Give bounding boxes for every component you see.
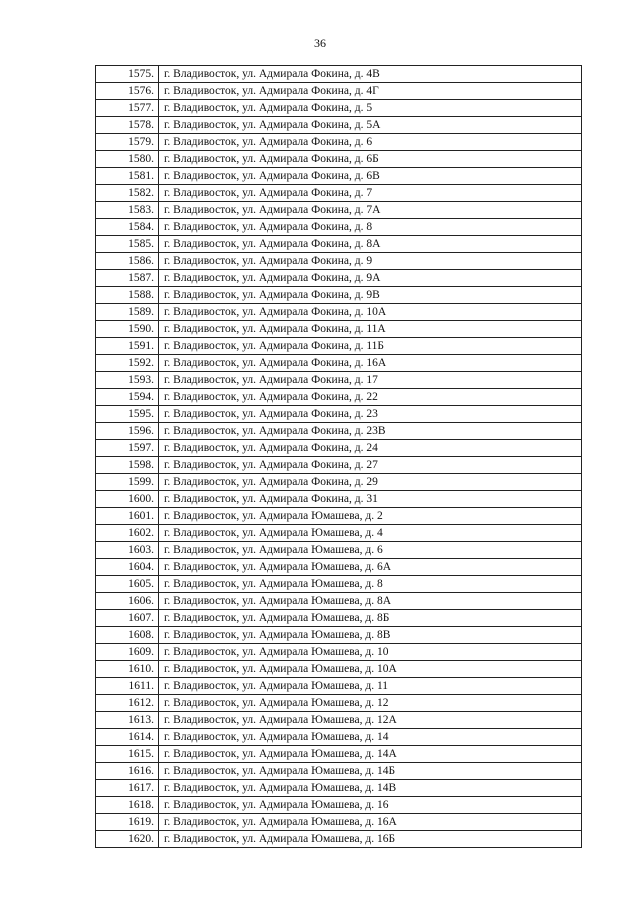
row-number-cell: 1605. [96,576,159,593]
table-row [96,831,582,848]
row-number-cell: 1582. [96,185,159,202]
address-cell: г. Владивосток, ул. Адмирала Юмашева, д. 6 [159,542,582,559]
address-cell: г. Владивосток, ул. Адмирала Фокина, д. 10А [159,304,582,321]
row-number-cell: 1607. [96,610,159,627]
row-number-cell: 1613. [96,712,159,729]
address-cell: г. Владивосток, ул. Адмирала Юмашева, д. 16 [159,797,582,814]
row-number-cell: 1583. [96,202,159,219]
table-row [96,576,582,593]
address-cell: г. Владивосток, ул. Адмирала Юмашева, д. 4 [159,525,582,542]
row-number-cell: 1604. [96,559,159,576]
row-number-cell: 1601. [96,508,159,525]
row-number-cell: 1575. [96,66,159,83]
address-cell: г. Владивосток, ул. Адмирала Юмашева, д. 8 [159,576,582,593]
table-row [96,236,582,253]
row-number-cell: 1587. [96,270,159,287]
table-row [96,627,582,644]
table-row [96,559,582,576]
address-cell: г. Владивосток, ул. Адмирала Фокина, д. 23 [159,406,582,423]
row-number-cell: 1619. [96,814,159,831]
row-number-cell: 1592. [96,355,159,372]
row-number-cell: 1609. [96,644,159,661]
row-number-cell: 1595. [96,406,159,423]
address-cell: г. Владивосток, ул. Адмирала Фокина, д. 7 [159,185,582,202]
row-number-cell: 1608. [96,627,159,644]
row-number-cell: 1591. [96,338,159,355]
address-cell: г. Владивосток, ул. Адмирала Фокина, д. 9В [159,287,582,304]
table-row [96,338,582,355]
row-number-cell: 1612. [96,695,159,712]
table-row [96,746,582,763]
page-number: 36 [314,36,326,50]
address-cell: г. Владивосток, ул. Адмирала Фокина, д. 11А [159,321,582,338]
table-row [96,457,582,474]
address-cell: г. Владивосток, ул. Адмирала Юмашева, д. 14 [159,729,582,746]
table-row [96,763,582,780]
address-cell: г. Владивосток, ул. Адмирала Фокина, д. 8А [159,236,582,253]
address-cell: г. Владивосток, ул. Адмирала Фокина, д. 29 [159,474,582,491]
row-number-cell: 1598. [96,457,159,474]
row-number-cell: 1586. [96,253,159,270]
address-cell: г. Владивосток, ул. Адмирала Фокина, д. 17 [159,372,582,389]
row-number-cell: 1581. [96,168,159,185]
table-row [96,661,582,678]
address-cell: г. Владивосток, ул. Адмирала Фокина, д. 22 [159,389,582,406]
row-number-cell: 1616. [96,763,159,780]
row-number-cell: 1596. [96,423,159,440]
address-cell: г. Владивосток, ул. Адмирала Юмашева, д. 12А [159,712,582,729]
row-number-cell: 1577. [96,100,159,117]
row-number-cell: 1588. [96,287,159,304]
table-row [96,814,582,831]
row-number-cell: 1603. [96,542,159,559]
row-number-cell: 1594. [96,389,159,406]
row-number-cell: 1597. [96,440,159,457]
address-cell: г. Владивосток, ул. Адмирала Юмашева, д. 11 [159,678,582,695]
table-row [96,372,582,389]
address-cell: г. Владивосток, ул. Адмирала Фокина, д. 6Б [159,151,582,168]
row-number-cell: 1576. [96,83,159,100]
address-cell: г. Владивосток, ул. Адмирала Юмашева, д. 6А [159,559,582,576]
address-cell: г. Владивосток, ул. Адмирала Юмашева, д. 10А [159,661,582,678]
table-row [96,270,582,287]
row-number-cell: 1599. [96,474,159,491]
table-row [96,644,582,661]
table-row [96,185,582,202]
address-cell: г. Владивосток, ул. Адмирала Юмашева, д. 8Б [159,610,582,627]
row-number-cell: 1611. [96,678,159,695]
table-row [96,525,582,542]
table-row [96,780,582,797]
row-number-cell: 1617. [96,780,159,797]
table-row [96,440,582,457]
row-number-cell: 1615. [96,746,159,763]
table-row [96,287,582,304]
table-row [96,695,582,712]
address-cell: г. Владивосток, ул. Адмирала Юмашева, д. 14Б [159,763,582,780]
row-number-cell: 1606. [96,593,159,610]
table-row [96,474,582,491]
table-row [96,66,582,83]
address-cell: г. Владивосток, ул. Адмирала Фокина, д. 16А [159,355,582,372]
table-row [96,678,582,695]
address-cell: г. Владивосток, ул. Адмирала Юмашева, д. 16Б [159,831,582,848]
row-number-cell: 1580. [96,151,159,168]
table-row [96,491,582,508]
table-row [96,406,582,423]
table-row [96,542,582,559]
table-row [96,83,582,100]
row-number-cell: 1584. [96,219,159,236]
row-number-cell: 1620. [96,831,159,848]
address-cell: г. Владивосток, ул. Адмирала Юмашева, д. 8А [159,593,582,610]
address-cell: г. Владивосток, ул. Адмирала Юмашева, д. 14В [159,780,582,797]
address-cell: г. Владивосток, ул. Адмирала Фокина, д. 6 [159,134,582,151]
table-row [96,100,582,117]
table-row [96,797,582,814]
address-cell: г. Владивосток, ул. Адмирала Фокина, д. 4Г [159,83,582,100]
table-row [96,389,582,406]
address-cell: г. Владивосток, ул. Адмирала Фокина, д. 11Б [159,338,582,355]
table-row [96,168,582,185]
address-cell: г. Владивосток, ул. Адмирала Фокина, д. 23В [159,423,582,440]
table-row [96,202,582,219]
address-cell: г. Владивосток, ул. Адмирала Фокина, д. 24 [159,440,582,457]
row-number-cell: 1579. [96,134,159,151]
address-cell: г. Владивосток, ул. Адмирала Юмашева, д. 10 [159,644,582,661]
row-number-cell: 1585. [96,236,159,253]
address-table-body [96,66,582,848]
address-cell: г. Владивосток, ул. Адмирала Фокина, д. 9 [159,253,582,270]
row-number-cell: 1614. [96,729,159,746]
row-number-cell: 1602. [96,525,159,542]
table-row [96,134,582,151]
address-cell: г. Владивосток, ул. Адмирала Фокина, д. 31 [159,491,582,508]
row-number-cell: 1610. [96,661,159,678]
table-row [96,729,582,746]
address-cell: г. Владивосток, ул. Адмирала Фокина, д. 5 [159,100,582,117]
table-row [96,219,582,236]
address-cell: г. Владивосток, ул. Адмирала Фокина, д. 7А [159,202,582,219]
address-cell: г. Владивосток, ул. Адмирала Фокина, д. 8 [159,219,582,236]
address-cell: г. Владивосток, ул. Адмирала Юмашева, д. 14А [159,746,582,763]
table-row [96,423,582,440]
table-row [96,253,582,270]
table-row [96,355,582,372]
table-row [96,712,582,729]
table-row [96,610,582,627]
address-cell: г. Владивосток, ул. Адмирала Юмашева, д. 16А [159,814,582,831]
row-number-cell: 1578. [96,117,159,134]
row-number-cell: 1600. [96,491,159,508]
address-cell: г. Владивосток, ул. Адмирала Юмашева, д. 8В [159,627,582,644]
row-number-cell: 1618. [96,797,159,814]
address-cell: г. Владивосток, ул. Адмирала Фокина, д. 4В [159,66,582,83]
table-row [96,151,582,168]
address-cell: г. Владивосток, ул. Адмирала Юмашева, д. 12 [159,695,582,712]
address-cell: г. Владивосток, ул. Адмирала Фокина, д. 27 [159,457,582,474]
row-number-cell: 1590. [96,321,159,338]
address-cell: г. Владивосток, ул. Адмирала Фокина, д. 6В [159,168,582,185]
row-number-cell: 1589. [96,304,159,321]
address-table [95,65,582,848]
table-row [96,117,582,134]
address-cell: г. Владивосток, ул. Адмирала Юмашева, д. 2 [159,508,582,525]
table-row [96,304,582,321]
table-row [96,508,582,525]
table-row [96,321,582,338]
address-cell: г. Владивосток, ул. Адмирала Фокина, д. 9А [159,270,582,287]
address-cell: г. Владивосток, ул. Адмирала Фокина, д. 5А [159,117,582,134]
table-row [96,593,582,610]
row-number-cell: 1593. [96,372,159,389]
